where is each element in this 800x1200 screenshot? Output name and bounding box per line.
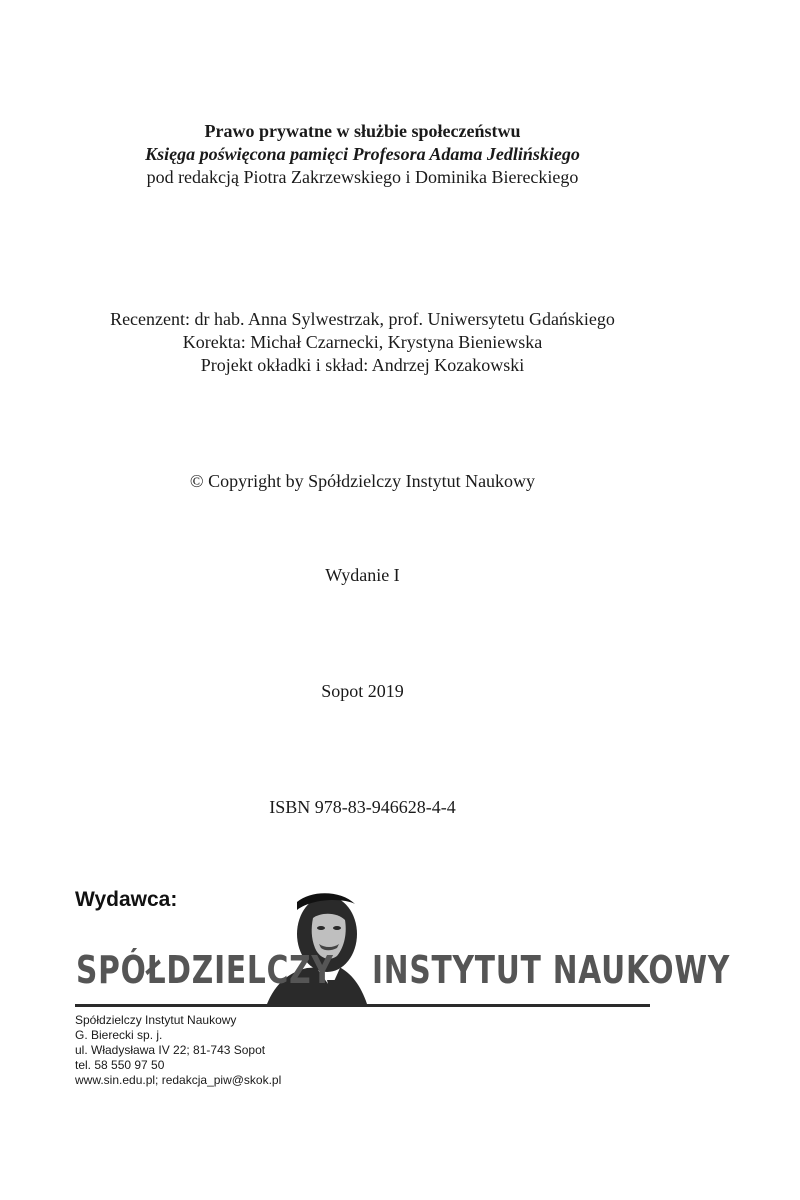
copyright-line: © Copyright by Spółdzielczy Instytut Naukowy: [189, 471, 536, 491]
address-line: ul. Władysława IV 22; 81-743 Sopot: [75, 1043, 266, 1057]
editors-line: pod redakcją Piotra Zakrzewskiego i Dominika Biereckiego: [146, 167, 579, 187]
logo-word-instytut-naukowy: INSTYTUT NAUKOWY: [372, 948, 731, 992]
address-line: G. Bierecki sp. j.: [75, 1028, 163, 1042]
proofreading-line: Korekta: Michał Czarnecki, Krystyna Bieniewska: [182, 332, 543, 352]
publisher-label: Wydawca:: [75, 888, 178, 911]
place-year-line: Sopot 2019: [321, 681, 404, 701]
credits-block: [0, 308, 725, 377]
edition-line: Wydanie I: [325, 565, 400, 585]
publisher-address: [75, 1013, 281, 1088]
isbn-line: ISBN 978-83-946628-4-4: [269, 797, 456, 817]
book-subtitle: Księga poświęcona pamięci Profesora Adama Jedlińskiego: [145, 144, 580, 164]
design-line: Projekt okładki i skład: Andrzej Kozakowski: [200, 355, 525, 375]
logo-word-spoldzielczy: SPÓŁDZIELCZY: [76, 948, 334, 992]
address-line: Spółdzielczy Instytut Naukowy: [75, 1013, 237, 1027]
address-line: www.sin.edu.pl; redakcja_piw@skok.pl: [75, 1073, 282, 1087]
book-title: Prawo prywatne w służbie społeczeństwu: [204, 121, 521, 141]
logo-rule: [75, 1004, 650, 1007]
reviewer-line: Recenzent: dr hab. Anna Sylwestrzak, prof. Uniwersytetu Gdańskiego: [110, 309, 615, 329]
title-block: [0, 120, 725, 189]
address-line: tel. 58 550 97 50: [75, 1058, 165, 1072]
